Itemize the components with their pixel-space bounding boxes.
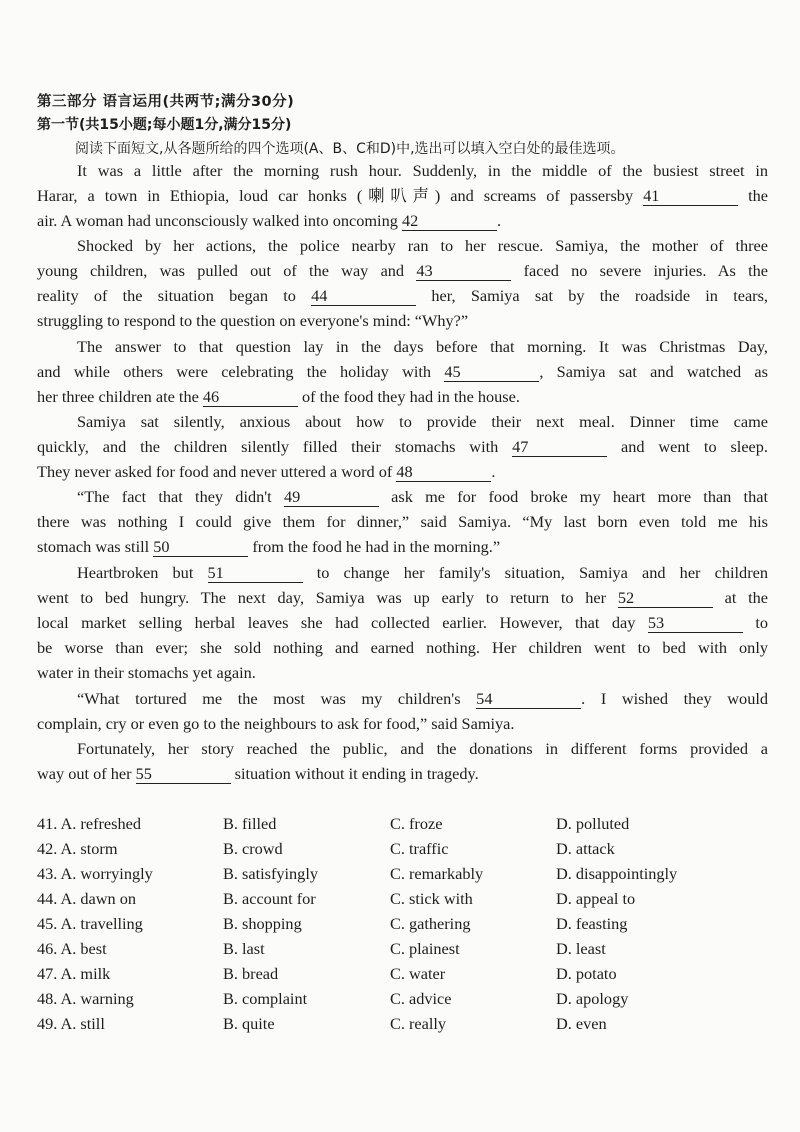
option-c: C. traffic (390, 839, 449, 858)
passage-line: and while others were celebrating the holiday with 45 , Samiya sat and watched as (37, 362, 768, 381)
passage-line: They never asked for food and never uttered a word of 48 . (37, 462, 496, 481)
option-b: B. account for (223, 889, 316, 908)
passage-line: struggling to respond to the question on everyone's mind: “Why?” (37, 311, 469, 330)
blank-55: 55 (136, 765, 231, 784)
passage-line: her three children ate the 46 of the food they had in the house. (37, 387, 520, 406)
passage-line: water in their stomachs yet again. (37, 663, 256, 682)
option-d: D. appeal to (556, 889, 636, 908)
option-a: 48. A. warning (37, 989, 134, 1008)
option-d: D. polluted (556, 814, 630, 833)
option-a: 49. A. still (37, 1014, 105, 1033)
passage-line: complain, cry or even go to the neighbours to ask for food,” said Samiya. (37, 714, 515, 733)
blank-50: 50 (153, 538, 248, 557)
blank-51: 51 (208, 564, 303, 583)
passage-line: local market selling herbal leaves she had collected earlier. However, that day 53 to (37, 613, 769, 632)
blank-47: 47 (512, 438, 607, 457)
passage-line: Samiya sat silently, anxious about how to provide their next meal. Dinner time came (77, 412, 768, 431)
option-c: C. advice (390, 989, 452, 1008)
passage-line: Harar, a town in Ethiopia, loud car honks (喇叭声) and screams of passersby 41 the (37, 186, 768, 205)
option-b: B. bread (223, 964, 279, 983)
option-row-43 (37, 864, 768, 889)
option-d: D. even (556, 1014, 607, 1033)
option-a: 47. A. milk (37, 964, 111, 983)
option-d: D. attack (556, 839, 615, 858)
option-row-49 (37, 1014, 768, 1039)
passage-line: The answer to that question lay in the days before that morning. It was Christmas Day, (77, 337, 768, 356)
passage-line: It was a little after the morning rush hour. Suddenly, in the middle of the busiest street in (77, 161, 768, 180)
option-c: C. gathering (390, 914, 471, 933)
option-b: B. quite (223, 1014, 275, 1033)
part-heading: 第三部分 语言运用(共两节;满分30分) (37, 94, 295, 110)
answer-options (37, 814, 768, 1039)
option-row-47 (37, 964, 768, 989)
passage-line: “What tortured me the most was my children's 54 . I wished they would (77, 689, 768, 708)
option-c: C. remarkably (390, 864, 484, 883)
blank-48: 48 (396, 463, 491, 482)
option-d: D. feasting (556, 914, 628, 933)
blank-49: 49 (284, 488, 379, 507)
option-a: 44. A. dawn on (37, 889, 137, 908)
passage-line: “The fact that they didn't 49 ask me for food broke my heart more than that (77, 487, 768, 506)
option-row-45 (37, 914, 768, 939)
blank-41: 41 (643, 187, 738, 206)
option-row-46 (37, 939, 768, 964)
passage-line: way out of her 55 situation without it ending in tragedy. (37, 764, 479, 783)
option-b: B. satisfyingly (223, 864, 318, 883)
blank-42: 42 (402, 212, 497, 231)
blank-44: 44 (311, 287, 416, 306)
option-row-42 (37, 839, 768, 864)
blank-53: 53 (648, 614, 743, 633)
option-c: C. stick with (390, 889, 473, 908)
option-a: 43. A. worryingly (37, 864, 153, 883)
passage-line: reality of the situation began to 44 her, Samiya sat by the roadside in tears, (37, 286, 768, 305)
passage-line: be worse than ever; she sold nothing and earned nothing. Her children went to bed with only (37, 638, 768, 657)
option-a: 41. A. refreshed (37, 814, 141, 833)
option-b: B. shopping (223, 914, 302, 933)
option-row-44 (37, 889, 768, 914)
option-a: 45. A. travelling (37, 914, 143, 933)
blank-45: 45 (444, 363, 539, 382)
blank-52: 52 (618, 589, 713, 608)
option-d: D. disappointingly (556, 864, 678, 883)
option-a: 42. A. storm (37, 839, 118, 858)
option-b: B. complaint (223, 989, 308, 1008)
instructions: 阅读下面短文,从各题所给的四个选项(A、B、C和D)中,选出可以填入空白处的最佳选项。 (75, 141, 625, 157)
option-row-41 (37, 814, 768, 839)
option-d: D. potato (556, 964, 617, 983)
option-d: D. apology (556, 989, 629, 1008)
option-b: B. filled (223, 814, 277, 833)
blank-46: 46 (203, 388, 298, 407)
passage-line: went to bed hungry. The next day, Samiya was up early to return to her 52 at the (37, 588, 769, 607)
passage-line: Fortunately, her story reached the public, and the donations in different forms provided a (77, 739, 768, 758)
option-c: C. froze (390, 814, 443, 833)
passage-line: air. A woman had unconsciously walked into oncoming 42 . (37, 211, 502, 230)
blank-43: 43 (416, 262, 511, 281)
passage-line: Shocked by her actions, the police nearby ran to her rescue. Samiya, the mother of three (77, 236, 768, 255)
passage-line: quickly, and the children silently filled their stomachs with 47 and went to sleep. (37, 437, 768, 456)
option-c: C. plainest (390, 939, 460, 958)
option-a: 46. A. best (37, 939, 107, 958)
option-b: B. last (223, 939, 265, 958)
passage-line: stomach was still 50 from the food he had in the morning.” (37, 537, 501, 556)
option-b: B. crowd (223, 839, 283, 858)
passage-line: there was nothing I could give them for dinner,” said Samiya. “My last born even told me his (37, 512, 768, 531)
option-c: C. really (390, 1014, 447, 1033)
blank-54: 54 (476, 690, 581, 709)
option-row-48 (37, 989, 768, 1014)
section-heading: 第一节(共15小题;每小题1分,满分15分) (37, 117, 292, 133)
option-d: D. least (556, 939, 606, 958)
option-c: C. water (390, 964, 446, 983)
passage-line: young children, was pulled out of the way and 43 faced no severe injuries. As the (37, 261, 768, 280)
passage-line: Heartbroken but 51 to change her family's situation, Samiya and her children (77, 563, 768, 582)
